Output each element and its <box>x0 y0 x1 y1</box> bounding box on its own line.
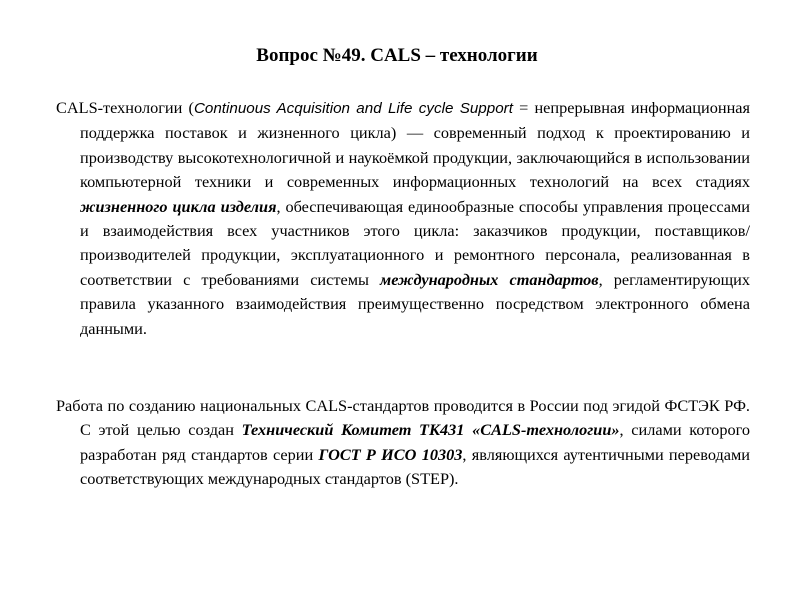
cals-term: CALS-технологии <box>56 98 183 117</box>
paragraph-cals-definition <box>56 96 750 341</box>
paragraph1-text-3: , регламентирующих правила указанного взаимодействия преимущественно посредством электронного обмена данными. <box>80 269 750 338</box>
cals-expansion: Continuous Acquisition and Life cycle Support <box>193 100 513 117</box>
emphasis-technical-committee: Технический Комитет ТК431 «CALS-технологии» <box>241 420 620 440</box>
emphasis-gost-standard: ГОСТ Р ИСО 10303 <box>318 444 463 464</box>
paragraph-national-standards <box>56 394 750 492</box>
paragraph2-text-3: , являющихся аутентичными переводами соответствующих международных стандартов (STEP). <box>80 444 751 489</box>
paragraph2-text-2: , силами которого разработан ряд стандартов серии <box>80 420 751 464</box>
emphasis-international-standards: международных стандартов <box>380 269 599 289</box>
emphasis-life-cycle: жизненного цикла изделия <box>80 196 277 216</box>
paragraph1-text-1: = непрерывная информационная поддержка поставок и жизненного цикла) — современный подход к проектированию и производству высокотехнологичной и наукоёмкой продукции, заключающийся в использовании компьютерной техники и современных информационных технологий на всех стадиях <box>80 98 750 192</box>
slide-title: Вопрос №49. CALS – технологии <box>256 45 538 66</box>
paren-open-text: ( <box>182 98 194 117</box>
paragraph2-text-1: Работа по созданию национальных CALS-стандартов проводится в России под эгидой ФСТЭК РФ. С этой целью создан <box>56 396 750 440</box>
paragraph1-text-2: , обеспечивающая единообразные способы управления процессами и взаимодействия всех участников этого цикла: заказчиков продукции, поставщиков/производителей продукции, эксплуатационного и ремонтного персонала, реализованная в соответствии с требованиями системы <box>80 196 750 289</box>
